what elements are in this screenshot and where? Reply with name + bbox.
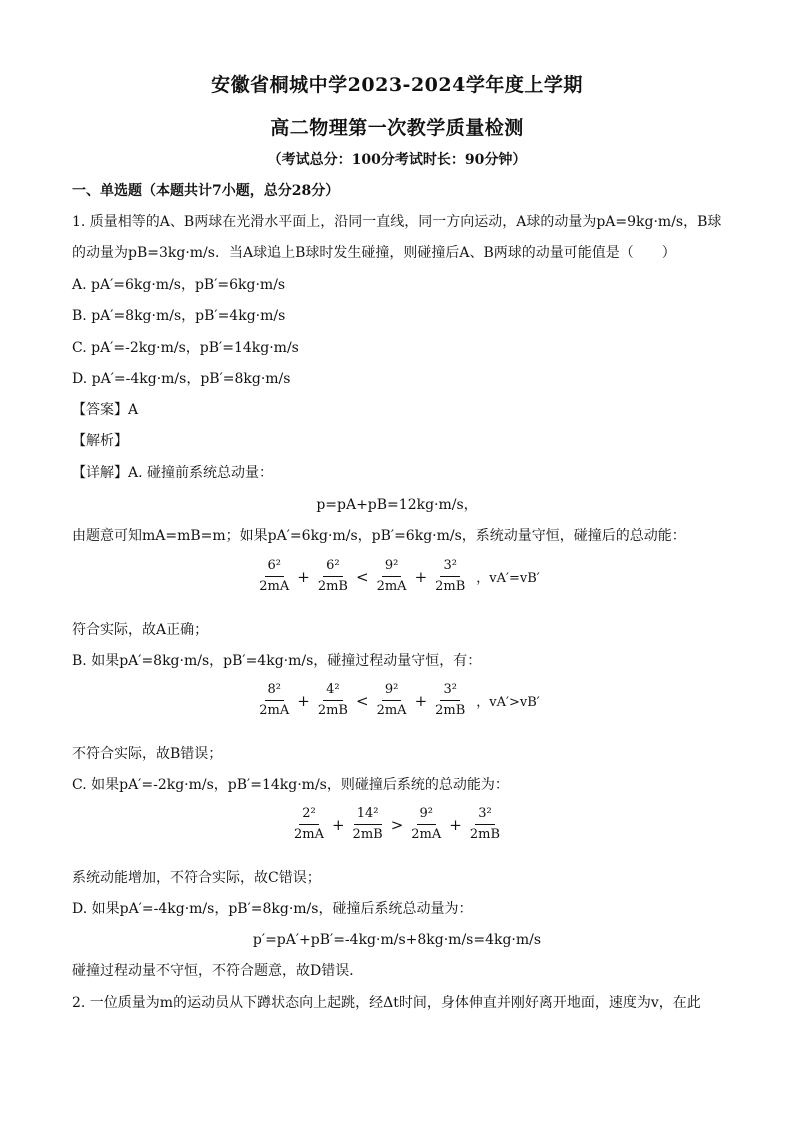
- option-d-analysis: D. 如果pA′=-4kg·m/s，pB′=8kg·m/s，碰撞后系统总动量为：: [72, 901, 473, 917]
- fraction: $\frac{\text{9²}}{2mA}$: [411, 806, 442, 842]
- option-b-analysis: B. 如果pA′=8kg·m/s，pB′=4kg·m/s，碰撞过程动量守恒，有：: [72, 653, 482, 669]
- analysis-label: 【解析】: [72, 433, 128, 449]
- fraction: $\frac{\text{6²}}{2mA}$: [259, 558, 290, 594]
- operator: +: [414, 567, 428, 586]
- fraction: $\frac{\text{3²}}{2mB}$: [469, 806, 501, 842]
- operator: +: [414, 691, 428, 710]
- relation: <: [355, 691, 369, 710]
- section-heading: 一、单选题（本题共计7小题，总分28分）: [72, 183, 340, 199]
- fraction: $\frac{\text{9²}}{2mA}$: [376, 682, 407, 718]
- page-title: 安徽省桐城中学2023-2024学年度上学期: [211, 74, 583, 96]
- given-condition-line: 由题意可知mA=mB=m；如果pA′=6kg·m/s，pB′=6kg·m/s，系统动量守恒，碰撞后的总动能：: [72, 528, 686, 544]
- kinetic-energy-inequality-3: [0, 806, 794, 843]
- fraction: $\frac{\text{2²}}{2mA}$: [293, 806, 324, 842]
- operator: +: [449, 815, 462, 834]
- conclusion-c: 系统动能增加，不符合实际，故C错误；: [72, 870, 321, 886]
- kinetic-energy-inequality-1: [0, 558, 794, 595]
- operator: +: [297, 567, 310, 586]
- conclusion-d: 碰撞过程动量不守恒，不符合题意，故D错误．: [72, 963, 364, 979]
- question-1-stem-1: 1. 质量相等的A、B两球在光滑水平面上，沿同一直线，同一方向运动，A球的动量为pA=9kg·m/s，B球: [72, 214, 722, 230]
- option-a: A. pA′=6kg·m/s，pB′=6kg·m/s: [72, 277, 286, 293]
- option-d: D. pA′=-4kg·m/s，pB′=8kg·m/s: [72, 371, 291, 387]
- question-1-stem-2: 的动量为pB=3kg·m/s．当A球追上B球时发生碰撞，则碰撞后A、B两球的动量可能值是（ ）: [72, 245, 676, 261]
- equation-tail: ，vA′=vB′: [476, 571, 540, 586]
- fraction: $\frac{\text{6²}}{2mB}$: [317, 558, 348, 594]
- conclusion-a: 符合实际，故A正确；: [72, 622, 209, 638]
- detail-label: 【详解】: [72, 465, 128, 481]
- operator: +: [331, 815, 345, 834]
- fraction: $\frac{\text{3²}}{2mB}$: [435, 682, 466, 718]
- fraction: $\frac{\text{14²}}{2mB}$: [352, 806, 383, 842]
- relation: <: [355, 567, 369, 586]
- option-c: C. pA′=-2kg·m/s，pB′=14kg·m/s: [72, 340, 299, 356]
- relation: >: [390, 815, 404, 834]
- momentum-after-equation: p′=pA′+pB′=-4kg·m/s+8kg·m/s=4kg·m/s: [252, 932, 542, 948]
- option-c-analysis: C. 如果pA′=-2kg·m/s，pB′=14kg·m/s，则碰撞后系统的总动能为：: [72, 777, 509, 793]
- fraction: $\frac{\text{9²}}{2mA}$: [376, 558, 407, 594]
- conclusion-b: 不符合实际，故B错误；: [72, 746, 223, 762]
- fraction: $\frac{\text{3²}}{2mB}$: [435, 558, 466, 594]
- kinetic-energy-inequality-2: [0, 682, 794, 719]
- option-b: B. pA′=8kg·m/s，pB′=4kg·m/s: [72, 308, 286, 324]
- total-momentum-equation: p=pA+pB=12kg·m/s，: [316, 497, 478, 513]
- detail-line: [72, 463, 722, 483]
- exam-info: （考试总分：100分考试时长：90分钟）: [267, 152, 527, 168]
- answer-value: A: [128, 402, 139, 418]
- fraction: $\frac{\text{4²}}{2mB}$: [317, 682, 348, 718]
- operator: +: [297, 691, 310, 710]
- page-subtitle: 高二物理第一次教学质量检测: [270, 117, 524, 139]
- detail-text: A. 碰撞前系统总动量：: [128, 465, 274, 481]
- question-2-stem: 2. 一位质量为m的运动员从下蹲状态向上起跳，经Δt时间，身体伸直并刚好离开地面，速度为v，在此: [72, 995, 701, 1011]
- fraction: $\frac{\text{8²}}{2mA}$: [259, 682, 290, 718]
- equation-tail: ，vA′>vB′: [476, 695, 540, 710]
- answer-line: [72, 400, 722, 420]
- answer-label: 【答案】: [72, 402, 128, 418]
